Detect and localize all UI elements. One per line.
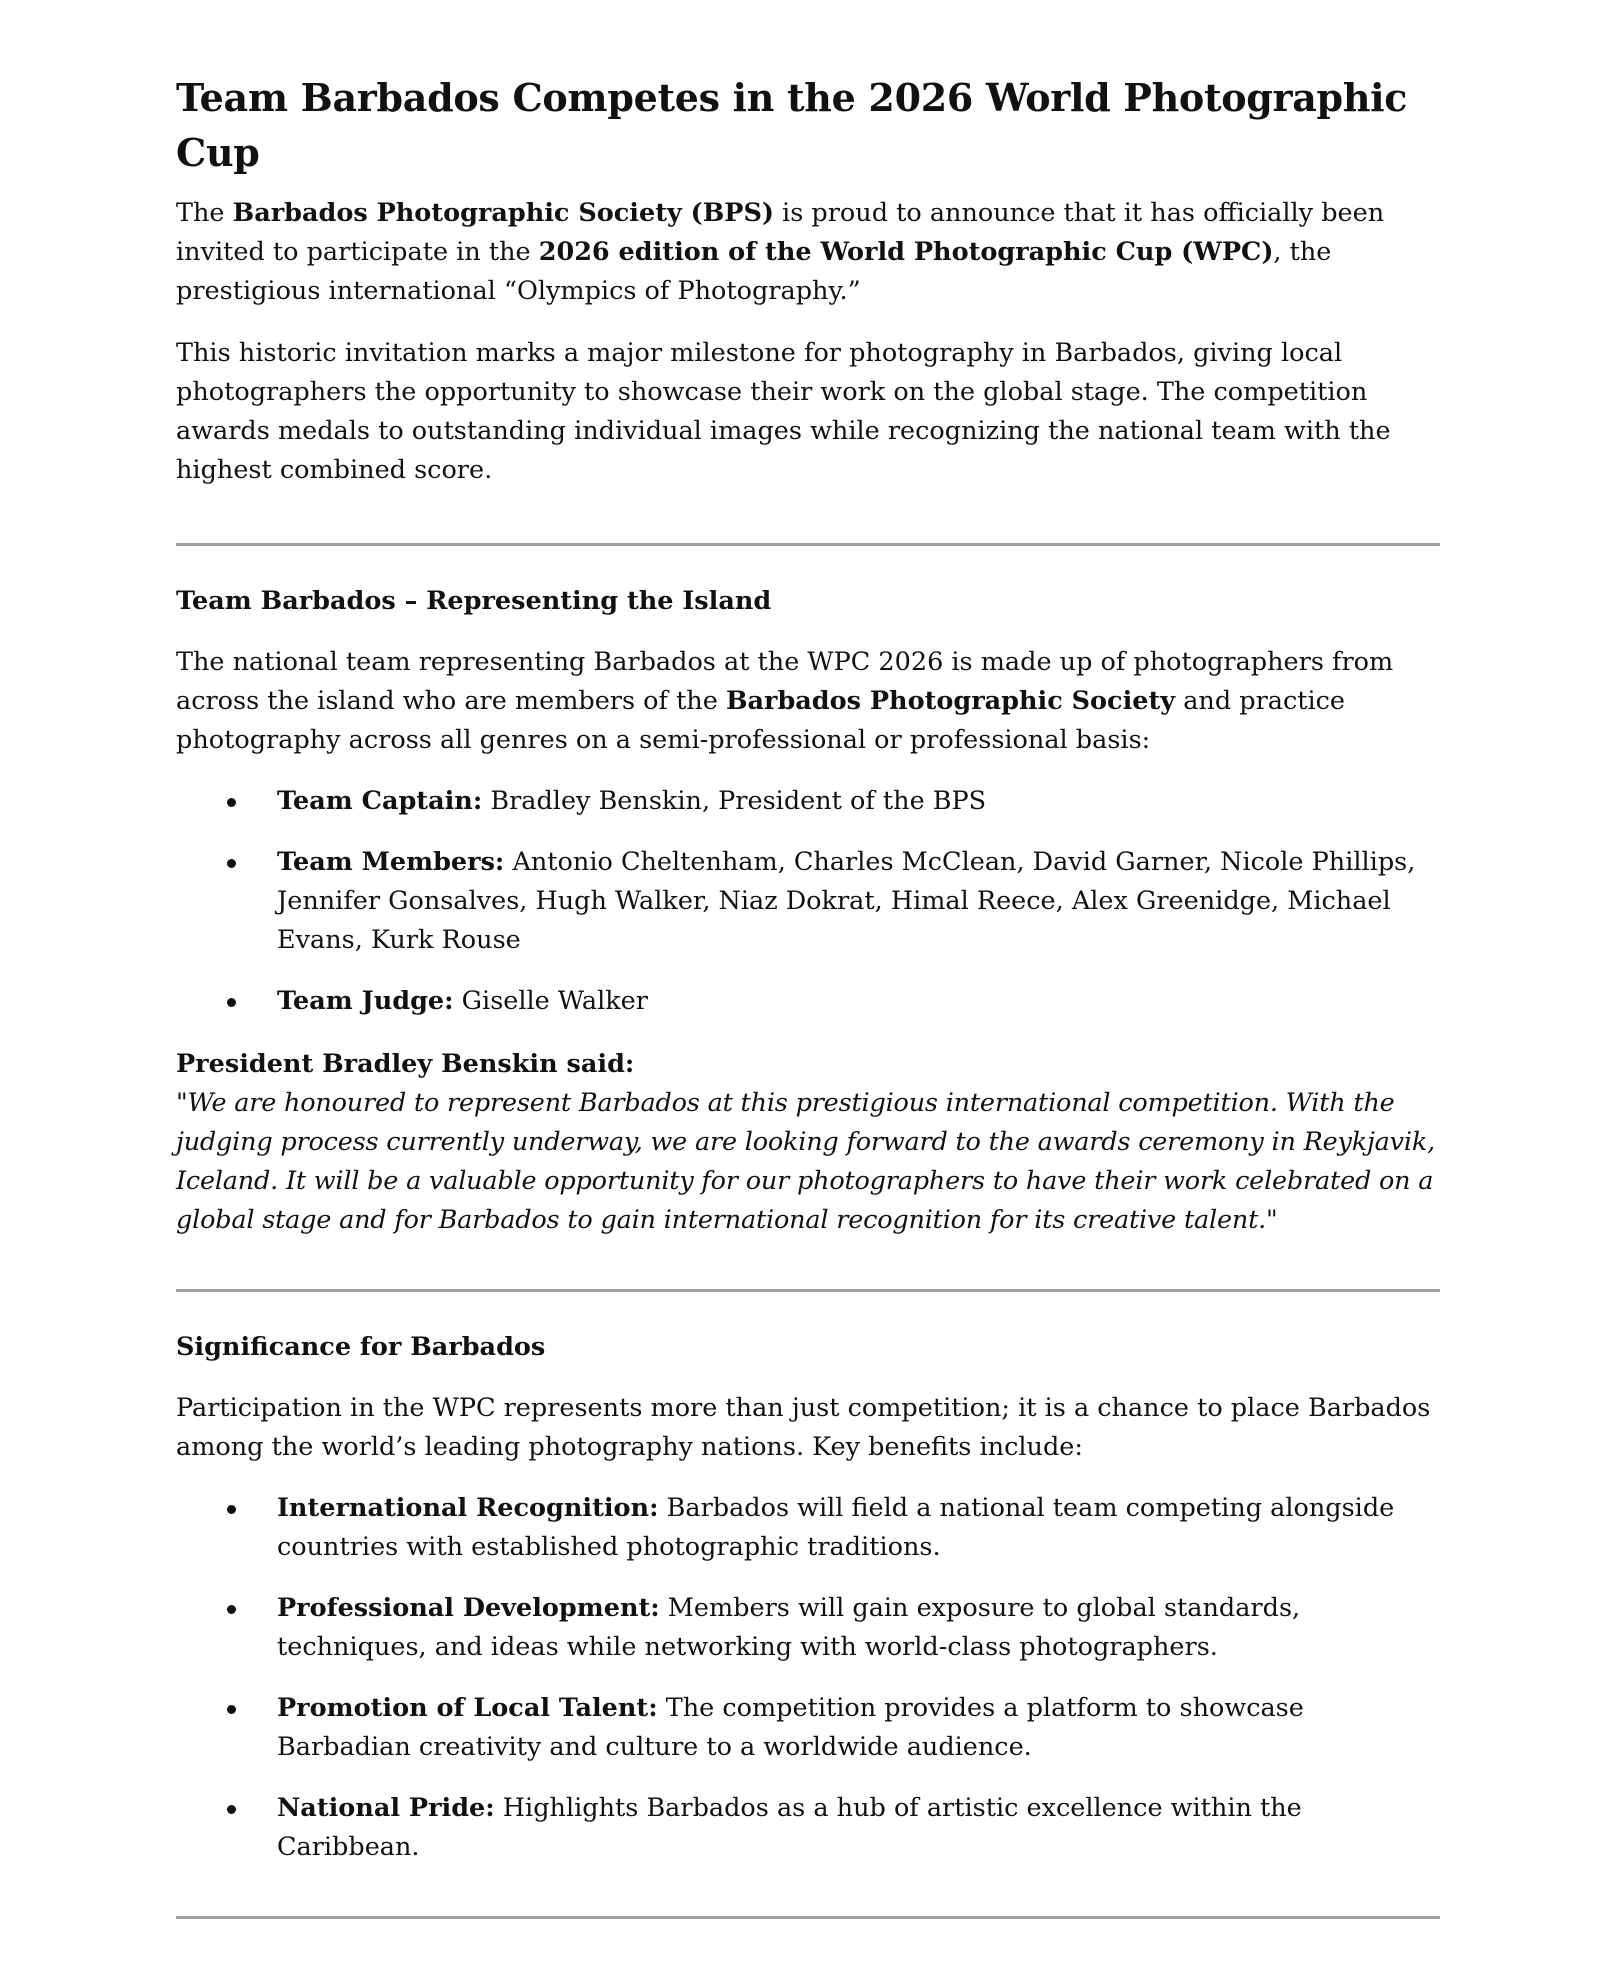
list-item-text: Giselle Walker <box>453 986 648 1016</box>
section-heading-team: Team Barbados – Representing the Island <box>176 586 772 616</box>
section-heading-significance: Significance for Barbados <box>176 1332 546 1362</box>
list-item-text: Bradley Benskin, President of the BPS <box>482 786 987 816</box>
intro-paragraph-2: This historic invitation marks a major milestone for photography in Barbados, giving local photographers the opportunity to showcase their work on the global stage. The competition awards medals to outstanding individual images while recognizing the national team with the highest combined score. <box>176 338 1391 485</box>
bullet-icon <box>227 798 236 807</box>
document-page <box>176 70 1440 1919</box>
section-divider <box>176 543 1440 546</box>
intro-bold-bps: Barbados Photographic Society (BPS) <box>232 198 774 228</box>
bullet-icon <box>227 1805 236 1814</box>
list-item-text: Barbados will field a national team competing alongside countries with established photographic traditions. <box>277 1493 1395 1562</box>
intro-text: is proud to announce that it has officially been invited to participate in the <box>176 198 1385 267</box>
list-item-label: Team Judge: <box>277 986 454 1016</box>
list-item-label: Professional Development: <box>277 1593 660 1623</box>
benefits-list <box>176 1489 1440 1867</box>
list-item-label: National Pride: <box>277 1793 495 1823</box>
list-item <box>176 843 1440 960</box>
intro-paragraph-1 <box>176 194 1440 311</box>
list-item <box>176 1689 1440 1767</box>
list-item-label: Team Captain: <box>277 786 483 816</box>
list-item <box>176 1589 1440 1667</box>
section-divider <box>176 1916 1440 1919</box>
list-item-text: Highlights Barbados as a hub of artistic excellence within the Caribbean. <box>277 1793 1302 1862</box>
quote-heading: President Bradley Benskin said: <box>176 1049 635 1079</box>
significance-paragraph: Participation in the WPC represents more than just competition; it is a chance to place Barbados among the world’s leading photography nations. Key benefits include: <box>176 1393 1431 1462</box>
bullet-icon <box>227 859 236 868</box>
intro-bold-wpc: 2026 edition of the World Photographic Cup (WPC) <box>538 237 1274 267</box>
intro-text: , the prestigious international “Olympics of Photography.” <box>176 237 1332 306</box>
list-item <box>176 1789 1440 1867</box>
bullet-icon <box>227 1505 236 1514</box>
list-item <box>176 782 1440 821</box>
bullet-icon <box>227 1705 236 1714</box>
team-text: The national team representing Barbados at the WPC 2026 is made up of photographers from across the island who are members of the <box>176 647 1394 716</box>
page-title: Team Barbados Competes in the 2026 World Photographic Cup <box>176 75 1408 175</box>
list-item-label: Team Members: <box>277 847 505 877</box>
section-divider <box>176 1289 1440 1292</box>
list-item-label: Promotion of Local Talent: <box>277 1693 658 1723</box>
intro-text: The <box>176 198 233 228</box>
bullet-icon <box>227 998 236 1007</box>
team-text: and practice photography across all genres on a semi-professional or professional basis: <box>176 686 1346 755</box>
list-item <box>176 1489 1440 1567</box>
list-item <box>176 982 1440 1021</box>
team-list <box>176 782 1440 1021</box>
list-item-text: Antonio Cheltenham, Charles McClean, David Garner, Nicole Phillips, Jennifer Gonsalves, Hugh Walker, Niaz Dokrat, Himal Reece, Alex Greenidge, Michael Evans, Kurk Rouse <box>277 847 1416 955</box>
team-paragraph <box>176 643 1440 760</box>
list-item-text: The competition provides a platform to showcase Barbadian creativity and culture to a worldwide audience. <box>277 1693 1304 1762</box>
list-item-label: International Recognition: <box>277 1493 659 1523</box>
bullet-icon <box>227 1605 236 1614</box>
team-bold-bps: Barbados Photographic Society <box>725 686 1176 716</box>
list-item-text: Members will gain exposure to global standards, techniques, and ideas while networking with world-class photographers. <box>277 1593 1301 1662</box>
president-quote: "We are honoured to represent Barbados at this prestigious international competition. With the judging process currently underway, we are looking forward to the awards ceremony in Reykjavik, Iceland. It will be a valuable opportunity for our photographers to have their work celebrated on a global stage and for Barbados to gain international recognition for its creative talent." <box>176 1088 1435 1235</box>
